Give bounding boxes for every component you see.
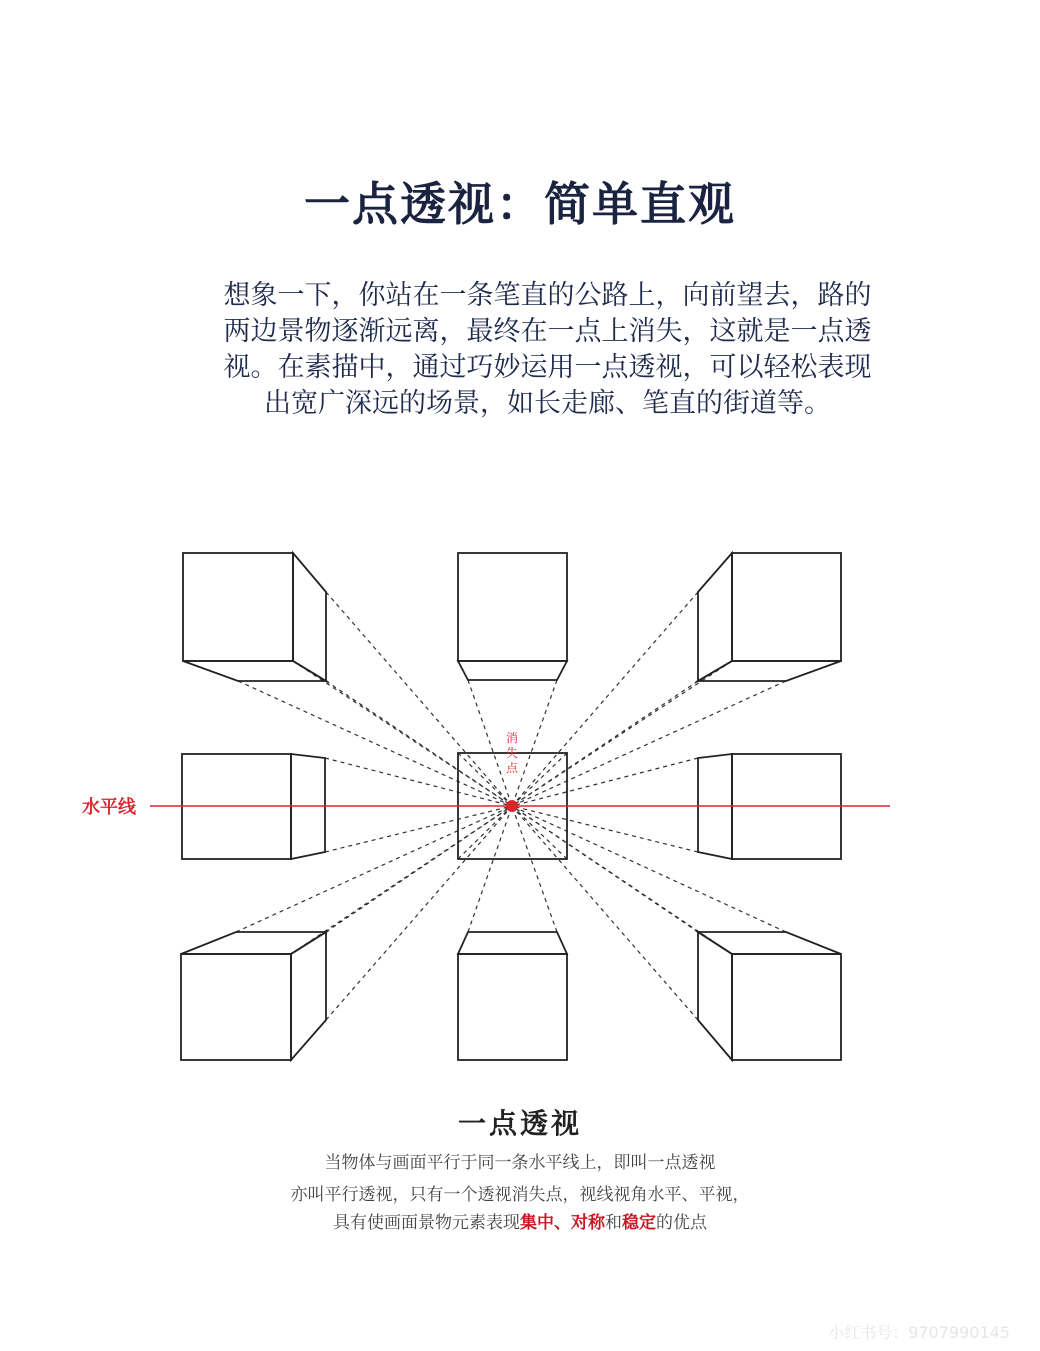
guide-line	[512, 806, 786, 932]
watermark: 小红书号：9707990145	[828, 1323, 1010, 1342]
cube-top-left-bottom	[183, 661, 326, 681]
guide-line	[326, 681, 512, 806]
highlight-symmetry: 对称	[571, 1213, 605, 1233]
guide-line	[326, 592, 512, 806]
horizon-label: 水平线	[82, 797, 136, 818]
intro-line: 想象一下，你站在一条笔直的公路上，向前望去，路的	[223, 280, 872, 311]
highlight-stability: 稳定	[622, 1213, 656, 1233]
vanishing-point	[506, 800, 518, 812]
caption-text: 具有使画面景物元素表现	[333, 1213, 520, 1233]
caption-line-3	[0, 1208, 1040, 1233]
cube-top-right-bottom	[698, 661, 841, 681]
caption-line-2: 亦叫平行透视，只有一个透视消失点，视线视角水平、平视，	[290, 1185, 750, 1205]
guide-line	[325, 758, 512, 806]
guide-line	[512, 681, 698, 806]
highlight-separator: 、	[554, 1213, 571, 1233]
cube-bottom-right-front	[732, 954, 841, 1060]
guide-line	[512, 681, 786, 806]
guide-line	[512, 592, 698, 806]
guide-line	[512, 806, 567, 859]
guide-line	[458, 806, 512, 859]
cube-bottom-right-side	[698, 932, 732, 1060]
cube-top-left-front	[183, 553, 293, 661]
vanishing-label	[506, 730, 519, 775]
vanishing-label-char: 失	[505, 746, 519, 760]
guide-line	[512, 806, 557, 932]
cube-top-center-bottom	[458, 661, 567, 680]
guide-line	[512, 753, 567, 806]
highlight-concentration: 集中	[520, 1213, 554, 1233]
caption-line-1: 当物体与画面平行于同一条水平线上，即叫一点透视	[324, 1153, 716, 1173]
cube-top-right-side	[698, 553, 732, 681]
intro-line: 两边景物逐渐远离，最终在一点上消失，这就是一点透	[223, 316, 872, 347]
guide-line	[238, 681, 512, 806]
cube-top-center-front	[458, 553, 567, 661]
vanishing-label-char: 点	[505, 761, 519, 775]
guide-line	[458, 753, 512, 806]
cube-bottom-left-front	[181, 954, 291, 1060]
cube-bottom-right-top	[698, 932, 841, 954]
page-title: 一点透视：简单直观	[304, 177, 736, 231]
caption-text: 的优点	[656, 1213, 707, 1233]
cube-bottom-left-side	[291, 932, 326, 1060]
guide-line	[512, 806, 698, 852]
guide-line	[512, 758, 698, 806]
intro-line: 视。在素描中，通过巧妙运用一点透视，可以轻松表现	[223, 352, 872, 383]
cube-bottom-center-front	[458, 954, 567, 1060]
guide-line	[512, 680, 557, 806]
cube-top-right-front	[732, 553, 841, 661]
guide-line	[468, 806, 512, 932]
intro-line: 出宽广深远的场景，如长走廊、笔直的街道等。	[264, 388, 831, 419]
cube-top-left-side	[293, 553, 326, 681]
cube-bottom-center-top	[458, 932, 567, 954]
cube-bottom-left-top	[181, 932, 326, 954]
vanishing-label-char: 消	[505, 731, 519, 745]
guide-line	[325, 806, 512, 852]
caption-text: 和	[605, 1213, 622, 1233]
caption-title: 一点透视	[457, 1107, 582, 1140]
guide-line	[236, 806, 512, 932]
